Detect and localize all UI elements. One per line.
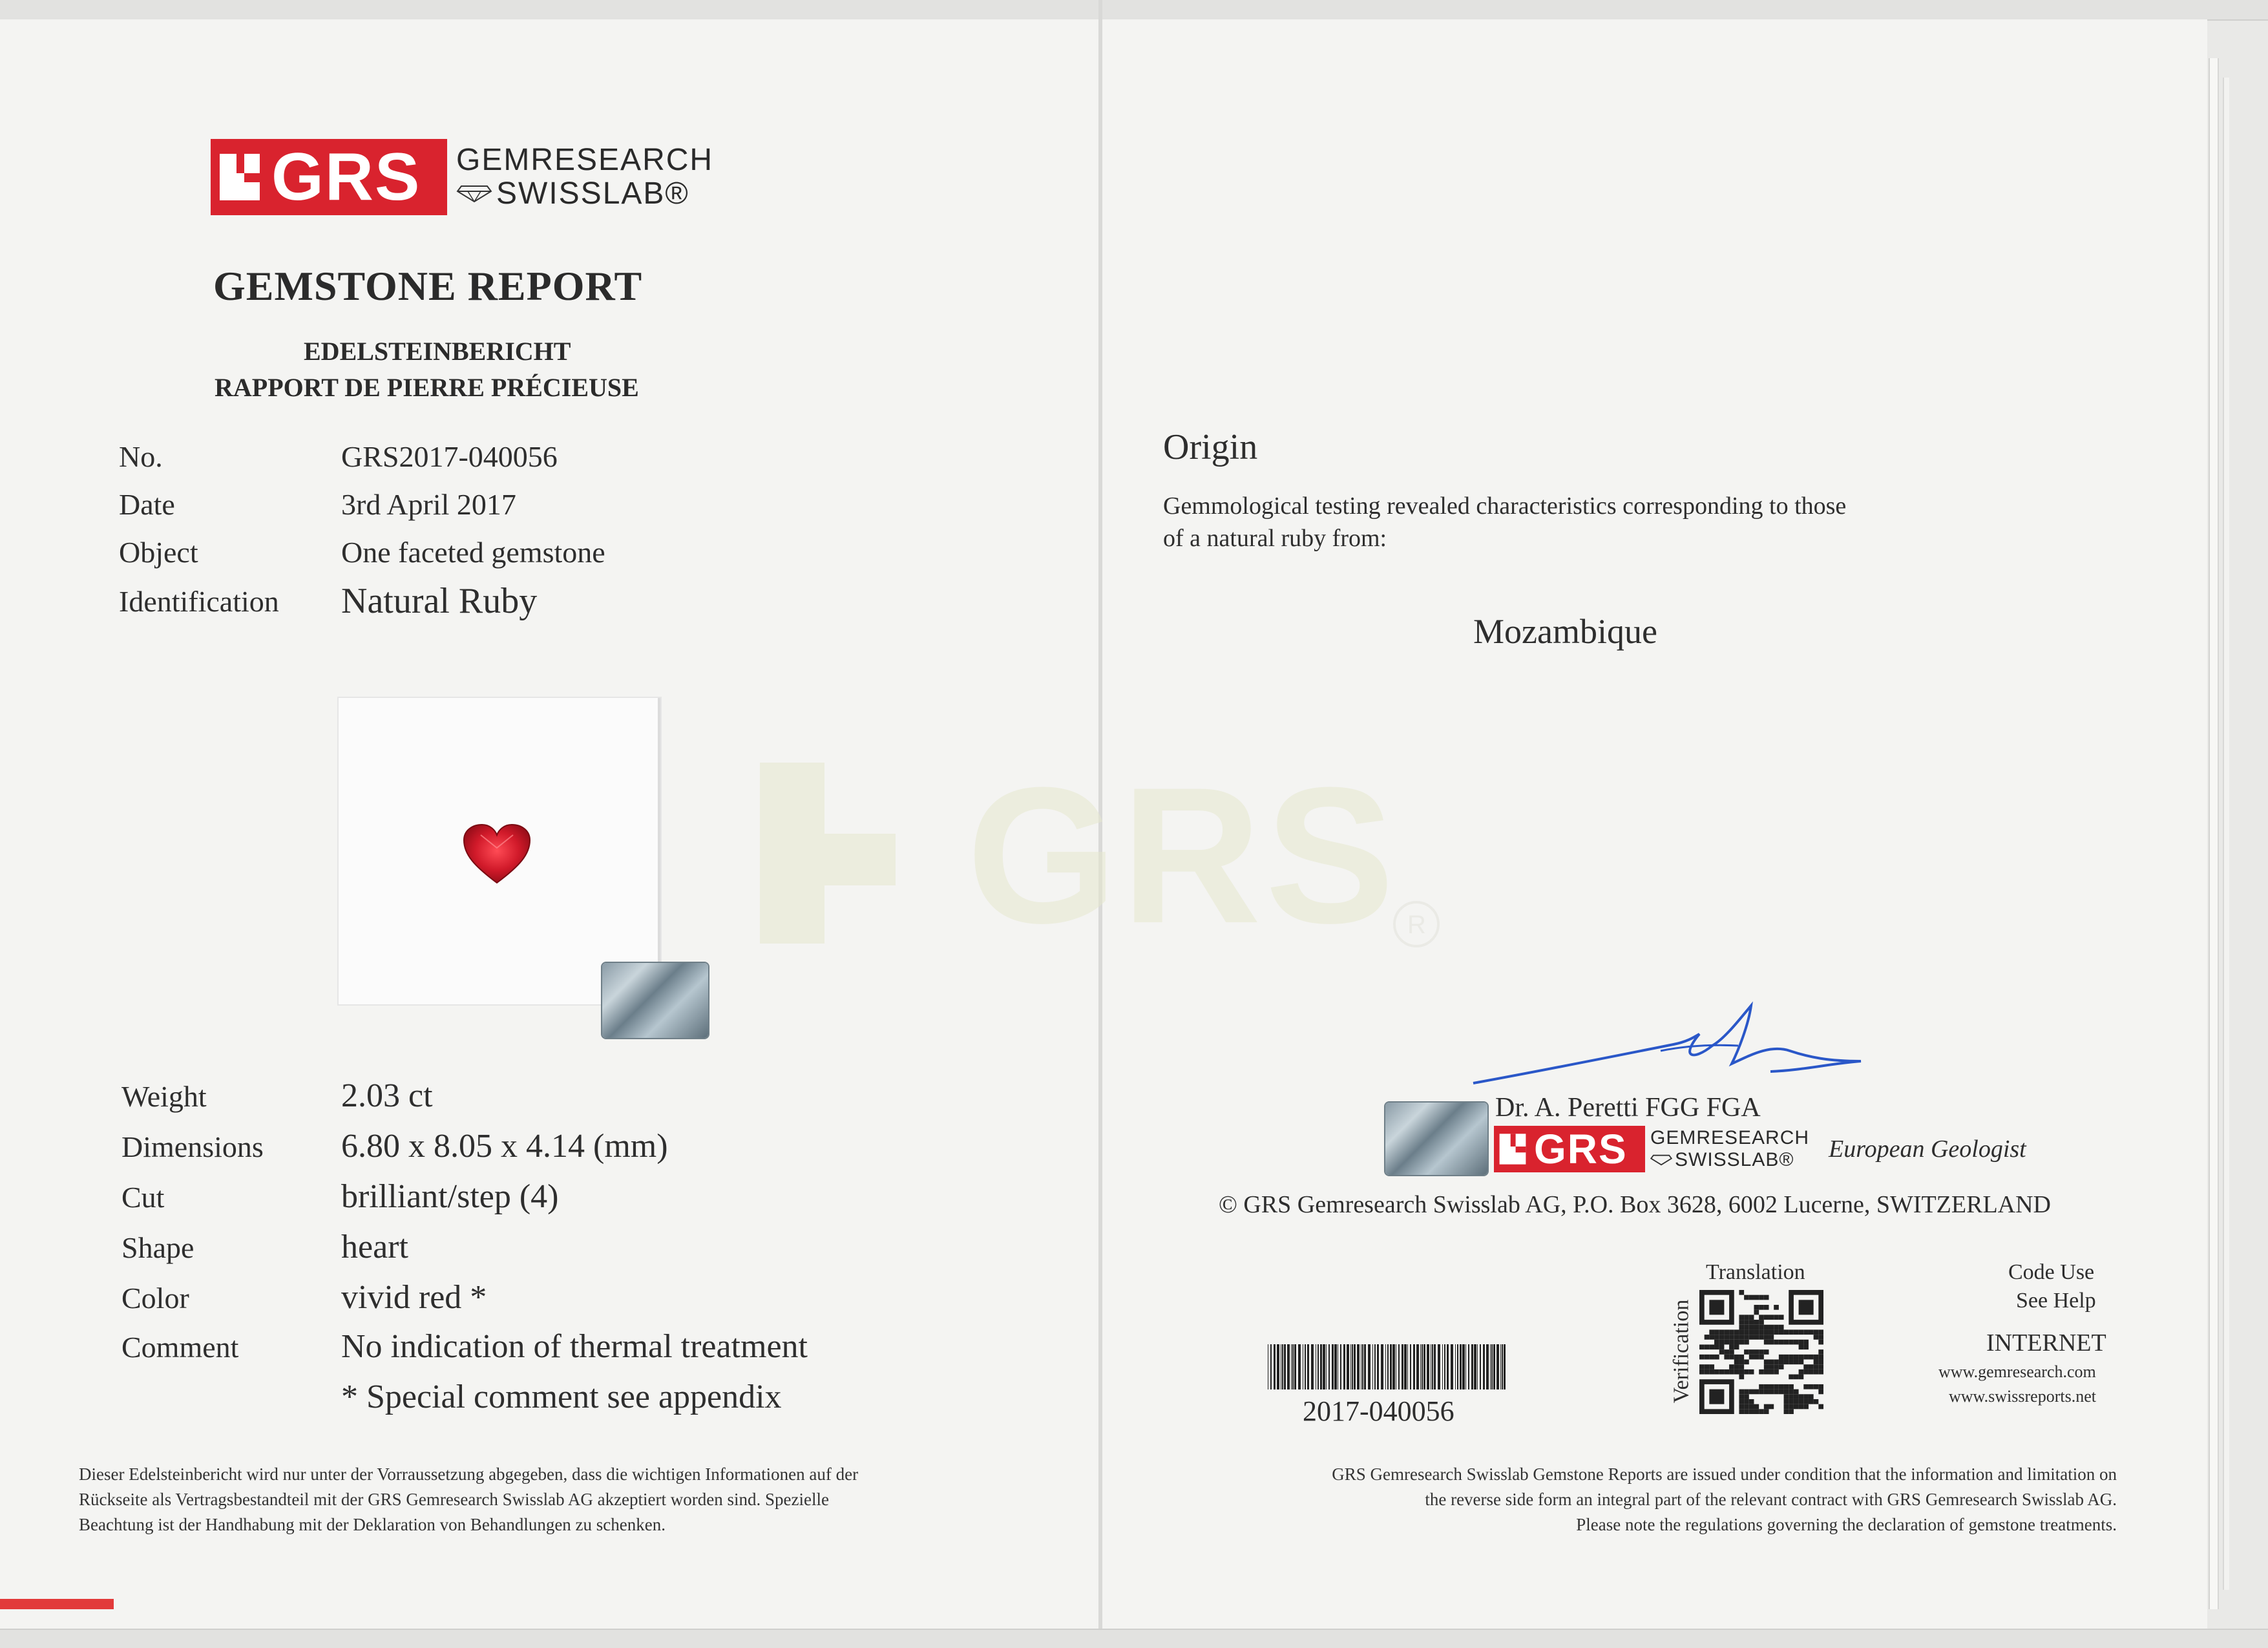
field-label-object: Object bbox=[119, 536, 198, 569]
logo-small-line-2-text: SWISSLAB® bbox=[1675, 1149, 1794, 1170]
signatory-name: Dr. A. Peretti FGG FGA bbox=[1495, 1093, 1761, 1123]
website-link-swissreports[interactable]: www.swissreports.net bbox=[1949, 1387, 2096, 1406]
swiss-cross-small-icon bbox=[1498, 1132, 1528, 1167]
page-edge-back bbox=[2223, 78, 2229, 1590]
website-link-gemresearch[interactable]: www.gemresearch.com bbox=[1938, 1362, 2096, 1381]
detail-value-shape: heart bbox=[341, 1229, 408, 1265]
field-value-date: 3rd April 2017 bbox=[341, 488, 516, 521]
heart-ruby-icon bbox=[461, 822, 532, 887]
signatory-title: European Geologist bbox=[1829, 1136, 2026, 1163]
sleeve-bottom-edge bbox=[0, 1629, 2268, 1648]
right-disclaimer-line-2: the reverse side form an integral part of the relevant contract with GRS Gemresearch Swisslab AG. bbox=[1425, 1490, 2117, 1509]
origin-country: Mozambique bbox=[1473, 612, 1657, 651]
red-corner-strip bbox=[0, 1599, 114, 1609]
logo-line-2 bbox=[456, 177, 713, 211]
special-comment-note: * Special comment see appendix bbox=[341, 1379, 782, 1415]
grs-logo-small-text: GRS bbox=[1534, 1126, 1628, 1172]
detail-value-weight: 2.03 ct bbox=[341, 1077, 433, 1114]
detail-value-comment: No indication of thermal treatment bbox=[341, 1328, 808, 1365]
barcode-number: 2017-040056 bbox=[1303, 1395, 1454, 1427]
logo-line-1: GEMRESEARCH bbox=[456, 143, 714, 177]
grs-logo-small-mark bbox=[1494, 1126, 1645, 1172]
detail-value-cut: brilliant/step (4) bbox=[341, 1178, 559, 1215]
right-disclaimer bbox=[1202, 1462, 2117, 1537]
detail-label-color: Color bbox=[121, 1282, 189, 1315]
see-help-label: See Help bbox=[2016, 1289, 2096, 1313]
grs-logo bbox=[211, 138, 713, 216]
field-label-no: No. bbox=[119, 440, 163, 473]
report-subtitle-fr: RAPPORT DE PIERRE PRÉCIEUSE bbox=[215, 373, 639, 402]
left-disclaimer-line-2: Rückseite als Vertragsbestandteil mit der GRS Gemresearch Swisslab AG akzeptiert worden sind. Spezielle bbox=[79, 1490, 829, 1509]
field-value-object: One faceted gemstone bbox=[341, 536, 605, 569]
qr-code[interactable] bbox=[1699, 1290, 1823, 1414]
origin-heading: Origin bbox=[1163, 427, 1258, 467]
watermark-registered-icon bbox=[1391, 898, 1442, 950]
origin-description-line-2: of a natural ruby from: bbox=[1163, 525, 1387, 552]
right-disclaimer-line-1: GRS Gemresearch Swisslab Gemstone Reports are issued under condition that the information and limitation on bbox=[1332, 1464, 2117, 1484]
left-disclaimer bbox=[79, 1462, 1087, 1537]
logo-small-line-2 bbox=[1650, 1149, 1809, 1171]
signature bbox=[1467, 999, 1867, 1096]
detail-label-shape: Shape bbox=[121, 1231, 194, 1264]
grs-logo-small-words bbox=[1650, 1127, 1809, 1171]
report-subtitle-de: EDELSTEINBERICHT bbox=[304, 337, 571, 366]
logo-small-line-1: GEMRESEARCH bbox=[1650, 1127, 1810, 1148]
origin-description bbox=[1163, 490, 1846, 555]
signature-hologram bbox=[1385, 1103, 1487, 1175]
grs-logo-text: GRS bbox=[271, 140, 421, 215]
grs-logo-words bbox=[456, 143, 713, 211]
grs-logo-small bbox=[1494, 1126, 1809, 1172]
copyright-line: © GRS Gemresearch Swisslab AG, P.O. Box 3628, 6002 Lucerne, SWITZERLAND bbox=[1219, 1191, 2051, 1218]
page-edge bbox=[2209, 58, 2219, 1609]
detail-label-weight: Weight bbox=[121, 1080, 207, 1113]
right-disclaimer-line-3: Please note the regulations governing the declaration of gemstone treatments. bbox=[1576, 1515, 2117, 1534]
watermark-cross-icon bbox=[760, 763, 902, 944]
left-disclaimer-line-3: Beachtung ist der Handhabung mit der Deklaration von Behandlungen zu schenken. bbox=[79, 1515, 666, 1534]
detail-label-dimensions: Dimensions bbox=[121, 1130, 264, 1163]
grs-logo-mark bbox=[211, 139, 447, 215]
gemstone-photo bbox=[339, 698, 660, 1004]
sleeve-top-edge bbox=[0, 0, 2268, 21]
barcode bbox=[1268, 1344, 1507, 1389]
watermark-text: GRS bbox=[967, 746, 1399, 964]
grs-watermark bbox=[760, 746, 1471, 964]
swiss-cross-icon bbox=[217, 151, 262, 203]
internet-heading: INTERNET bbox=[1986, 1329, 2106, 1357]
detail-label-comment: Comment bbox=[121, 1331, 239, 1364]
detail-label-cut: Cut bbox=[121, 1181, 165, 1214]
detail-value-color: vivid red * bbox=[341, 1279, 487, 1316]
field-value-no: GRS2017-040056 bbox=[341, 440, 558, 473]
field-label-date: Date bbox=[119, 488, 175, 521]
field-label-identification: Identification bbox=[119, 585, 279, 618]
code-use-label: Code Use bbox=[2008, 1260, 2095, 1284]
security-hologram bbox=[602, 963, 708, 1038]
diamond-icon bbox=[456, 185, 492, 203]
report-title: GEMSTONE REPORT bbox=[213, 263, 643, 309]
diamond-small-icon bbox=[1650, 1154, 1672, 1166]
detail-value-dimensions: 6.80 x 8.05 x 4.14 (mm) bbox=[341, 1128, 668, 1165]
left-disclaimer-line-1: Dieser Edelsteinbericht wird nur unter der Vorraussetzung abgegeben, dass die wichtigen Informationen auf der bbox=[79, 1464, 859, 1484]
origin-description-line-1: Gemmological testing revealed characteristics corresponding to those bbox=[1163, 492, 1847, 520]
svg-text:R: R bbox=[1407, 911, 1426, 939]
logo-line-2-text: SWISSLAB® bbox=[496, 176, 689, 211]
field-value-identification: Natural Ruby bbox=[341, 581, 538, 621]
qr-caption-translation: Translation bbox=[1706, 1260, 1805, 1284]
qr-caption-verification: Verification bbox=[1669, 1299, 1694, 1404]
